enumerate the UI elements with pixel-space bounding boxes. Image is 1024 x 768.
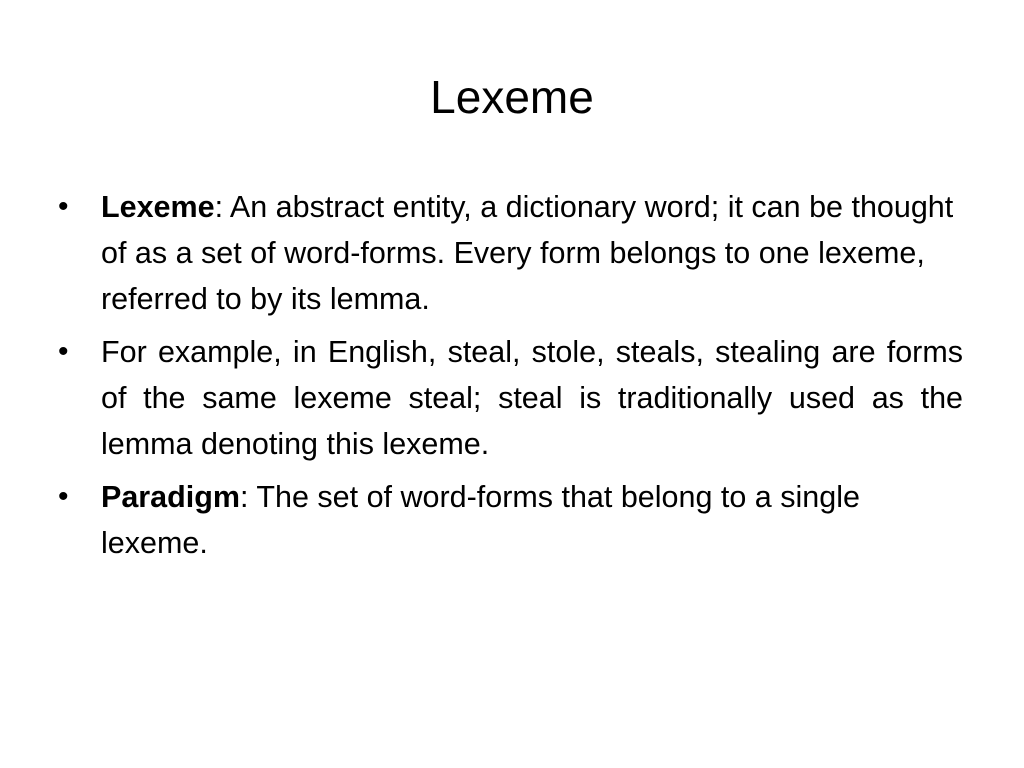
bullet-list bbox=[58, 184, 963, 573]
bullet-dot-icon: • bbox=[58, 480, 69, 513]
bullet-text bbox=[101, 184, 963, 322]
bullet-dot-icon: • bbox=[58, 335, 69, 368]
bullet-text bbox=[101, 329, 963, 467]
bullet-body: For example, in English, steal, stole, steals, stealing are forms of the same lexeme steal; steal is traditionally used as the lemma denoting this lexeme. bbox=[101, 335, 963, 461]
slide-title: Lexeme bbox=[430, 71, 594, 123]
bullet-body: : An abstract entity, a dictionary word; it can be thought of as a set of word-forms. Every form belongs to one lexeme, referred to by its lemma. bbox=[101, 190, 954, 316]
bullet-term: Lexeme bbox=[101, 190, 215, 224]
bullet-item-paradigm bbox=[58, 474, 963, 566]
bullet-item-lexeme bbox=[58, 184, 963, 322]
bullet-body: : The set of word-forms that belong to a single lexeme. bbox=[101, 480, 860, 560]
bullet-item-example bbox=[58, 329, 963, 467]
bullet-dot-icon: • bbox=[58, 190, 69, 223]
bullet-term: Paradigm bbox=[101, 480, 240, 514]
bullet-text bbox=[101, 474, 963, 566]
